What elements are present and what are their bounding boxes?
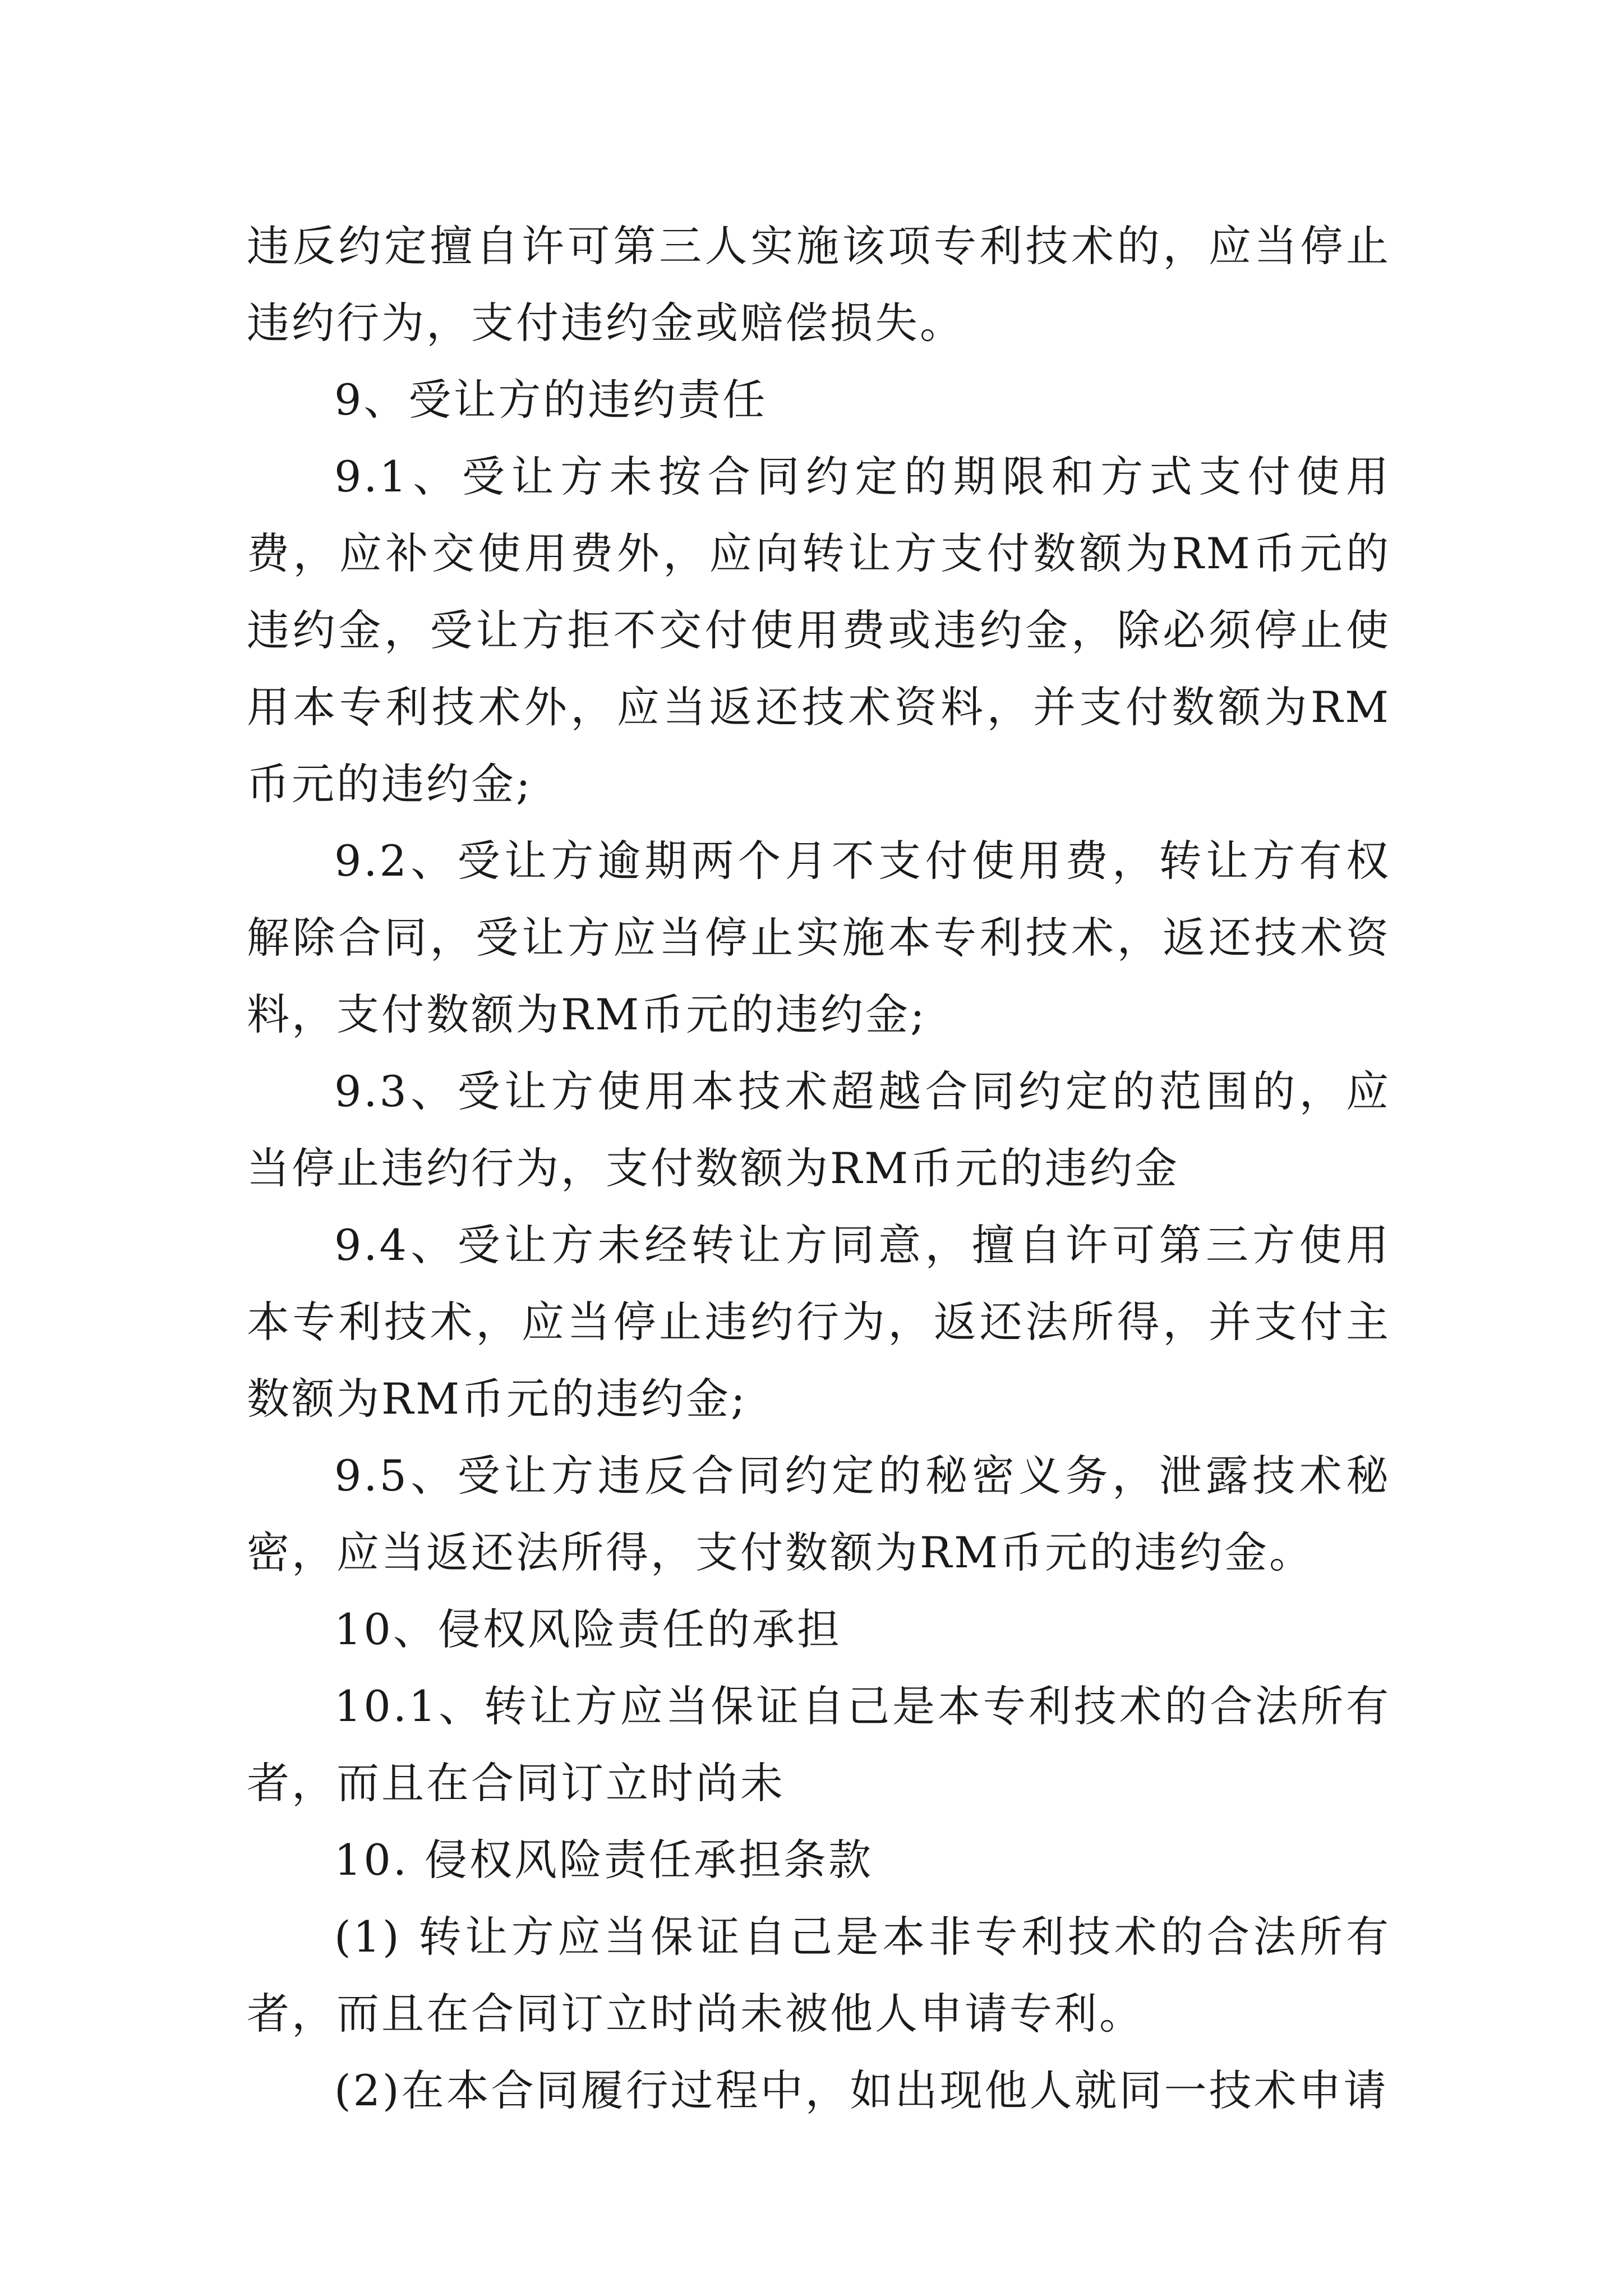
clause-10-item-1: (1) 转让方应当保证自己是本非专利技术的合法所有者，而且在合同订立时尚未被他人申请专利。 — [247, 1912, 1391, 2039]
section-heading-10: 10、侵权风险责任的承担 — [334, 1604, 842, 1654]
clause-10-item-2: (2)在本合同履行过程中，如出现他人就同一技术申请 — [334, 2065, 1389, 2115]
clause-9-1: 9.1、受让方未按合同约定的期限和方式支付使用费，应补交使用费外，应向转让方支付数额为RM币元的违约金，受让方拒不交付使用费或违约金，除必须停止使用本专利技术外，应当返还技术资料，并支付数额为RM币元的违约金; — [247, 452, 1391, 809]
clause-9-5: 9.5、受让方违反合同约定的秘密义务，泄露技术秘密，应当返还法所得，支付数额为RM币元的违约金。 — [247, 1451, 1391, 1577]
section-heading-9: 9、受让方的违约责任 — [334, 375, 768, 425]
clause-9-2: 9.2、受让方逾期两个月不支付使用费，转让方有权解除合同，受让方应当停止实施本专利技术，返还技术资料，支付数额为RM币元的违约金; — [247, 836, 1391, 1039]
section-heading-10-alt: 10. 侵权风险责任承担条款 — [334, 1835, 874, 1885]
document-body — [247, 208, 1391, 2129]
clause-9-3: 9.3、受让方使用本技术超越合同约定的范围的，应当停止违约行为，支付数额为RM币元的违约金 — [247, 1066, 1391, 1193]
clause-10-1: 10.1、转让方应当保证自己是本专利技术的合法所有者，而且在合同订立时尚未 — [247, 1681, 1391, 1808]
paragraph: 违反约定擅自许可第三人实施该项专利技术的，应当停止违约行为，支付违约金或赔偿损失。 — [247, 221, 1391, 348]
clause-9-4: 9.4、受让方未经转让方同意，擅自许可第三方使用本专利技术，应当停止违约行为，返还法所得，并支付主数额为RM币元的违约金; — [247, 1220, 1391, 1424]
